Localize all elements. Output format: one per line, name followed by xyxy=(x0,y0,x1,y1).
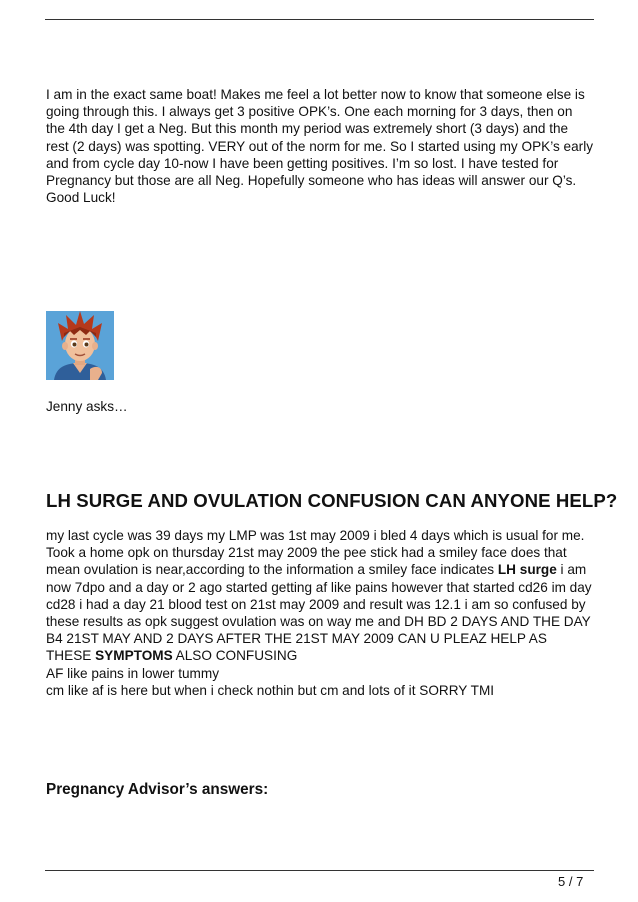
header-rule xyxy=(45,19,594,20)
question-text-part3: ALSO CONFUSING xyxy=(172,648,298,664)
symptoms-bold: SYMPTOMS xyxy=(95,648,173,664)
question-line-2: AF like pains in lower tummy xyxy=(46,665,219,681)
question-body xyxy=(46,527,594,699)
asker-label: Jenny asks… xyxy=(46,399,128,414)
question-title: LH SURGE AND OVULATION CONFUSION CAN ANYONE HELP? xyxy=(46,490,618,511)
avatar xyxy=(46,311,114,380)
lh-surge-bold: LH surge xyxy=(497,562,557,578)
page-number: 5 / 7 xyxy=(558,874,584,889)
question-text-part1: my last cycle was 39 days my LMP was 1st may 2009 i bled 4 days which is usual for me. Took a home opk on thursday 21st may 2009 the pee stick had a smiley face does that mean ovulation is near,according to the information a smiley face indicates xyxy=(46,528,585,578)
comment-text: I am in the exact same boat! Makes me feel a lot better now to know that someone else is going through this. I always get 3 positive OPK’s. One each morning for 3 days, then on the 4th day I get a Neg. But this month my period was extremely short (3 days) and the rest (2 days) was spotting. VERY out of the norm for me. So I started using my OPK’s early and from cycle day 10-now I have been getting positives. I’m so lost. I have tested for Pregnancy but those are all Neg. Hopefully someone who has ideas will answer our Q’s. Good Luck! xyxy=(46,87,594,206)
question-text-part2: i am now 7dpo and a day or 2 ago started getting af like pains however that started cd26 im day cd28 i had a day 21 blood test on 21st may 2009 and result was 12.1 i am so confused by these results as opk suggest ovulation was on way me and DH BD 2 DAYS AND THE DAY B4 21ST MAY AND 2 DAYS AFTER THE 21ST MAY 2009 CAN U PLEAZ HELP AS THESE xyxy=(46,562,592,664)
answers-heading: Pregnancy Advisor’s answers: xyxy=(46,781,269,798)
question-line-3: cm like af is here but when i check nothin but cm and lots of it SORRY TMI xyxy=(46,682,495,698)
question-main-paragraph xyxy=(46,527,594,665)
cartoon-avatar-icon xyxy=(46,311,114,380)
footer-rule xyxy=(45,870,594,871)
